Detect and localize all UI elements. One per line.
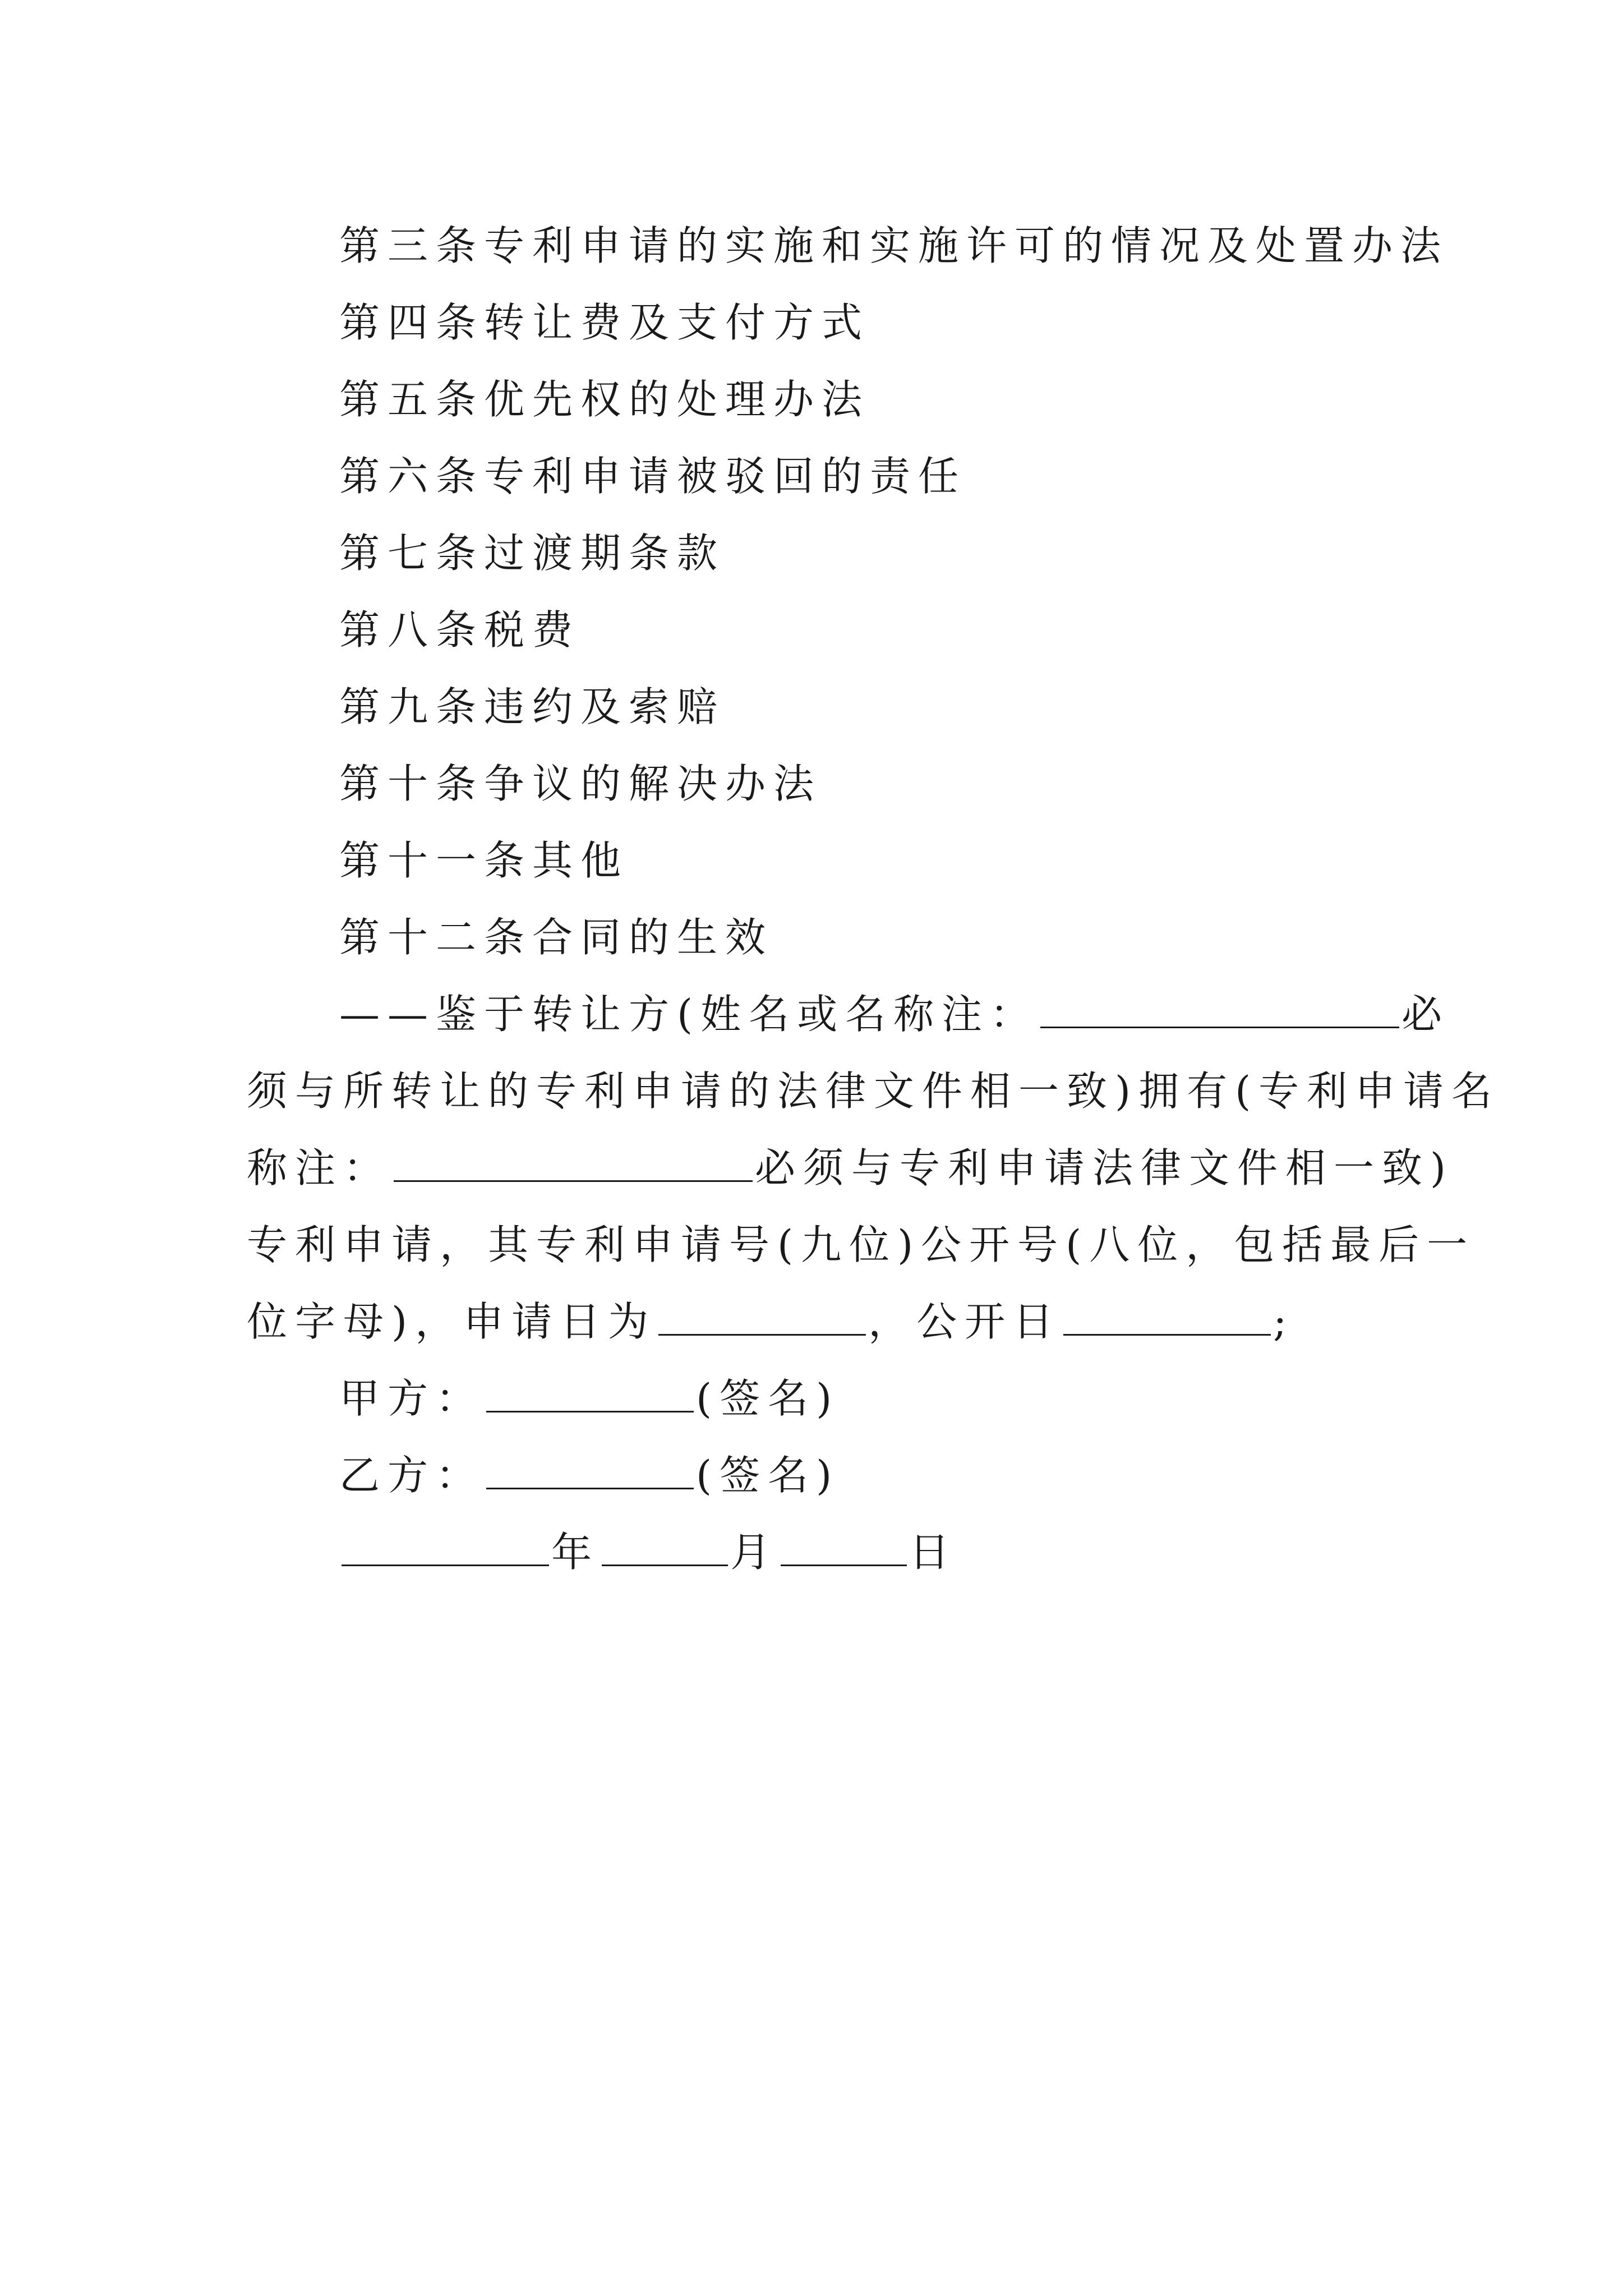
month-label: 月 [730, 1529, 779, 1576]
article-5: 第五条优先权的处理办法 [339, 376, 870, 423]
sign-note: (签名) [696, 1452, 840, 1499]
preamble-text: ; [1273, 1298, 1295, 1345]
preamble-text: 必须与专利申请法律文件相一致) [755, 1144, 1454, 1191]
preamble-line-4: 专利申请，其专利申请号(九位)公开号(八位，包括最后一 [247, 1221, 1476, 1268]
day-blank[interactable] [781, 1530, 907, 1566]
party-a-label: 甲方： [339, 1375, 485, 1422]
party-b-signature [247, 1437, 1380, 1514]
article-3: 第三条专利申请的实施和实施许可的情况及处置办法 [339, 222, 1449, 269]
article-10: 第十条争议的解决办法 [339, 760, 822, 807]
preamble-text: 位字母)，申请日为 [247, 1298, 657, 1345]
party-a-signature [247, 1360, 1380, 1437]
preamble-line-3 [247, 1130, 1454, 1207]
party-a-signature-blank[interactable] [486, 1376, 694, 1412]
preamble-text: ，公开日 [868, 1298, 1062, 1345]
publication-date-blank[interactable] [1063, 1299, 1271, 1336]
preamble-text: 称注： [247, 1144, 392, 1191]
article-6: 第六条专利申请被驳回的责任 [339, 453, 967, 500]
preamble-line-1 [247, 976, 1450, 1053]
sign-note: (签名) [696, 1375, 840, 1422]
party-b-signature-blank[interactable] [486, 1453, 694, 1489]
article-9: 第九条违约及索赔 [339, 683, 726, 730]
article-7: 第七条过渡期条款 [339, 530, 726, 577]
patent-name-blank[interactable] [394, 1145, 753, 1182]
signing-date [247, 1514, 1380, 1591]
application-date-blank[interactable] [658, 1299, 866, 1336]
year-blank[interactable] [342, 1530, 549, 1566]
article-12: 第十二条合同的生效 [339, 914, 774, 961]
article-11: 第十一条其他 [339, 837, 629, 884]
preamble-text: 必 [1401, 991, 1450, 1038]
document-body [247, 208, 1500, 1591]
article-8: 第八条税费 [339, 606, 581, 654]
transferor-name-blank[interactable] [1040, 992, 1399, 1028]
preamble-line-2: 须与所转让的专利申请的法律文件相一致)拥有(专利申请名 [247, 1068, 1500, 1115]
preamble-text: ——鉴于转让方(姓名或名称注： [339, 991, 1039, 1038]
article-4: 第四条转让费及支付方式 [339, 299, 870, 346]
year-label: 年 [551, 1529, 600, 1576]
month-blank[interactable] [602, 1530, 728, 1566]
party-b-label: 乙方： [339, 1452, 485, 1499]
preamble-line-5 [247, 1283, 1380, 1360]
day-label: 日 [909, 1529, 958, 1576]
